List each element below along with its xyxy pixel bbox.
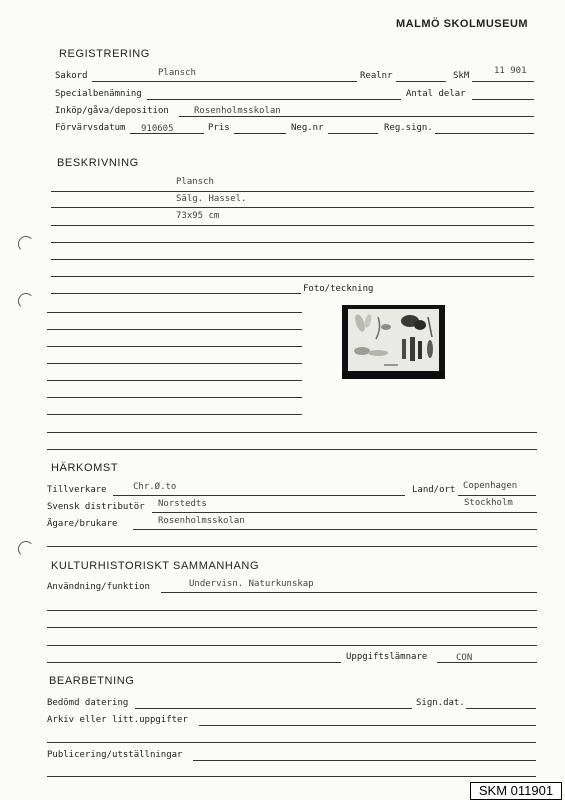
sakord-value: Plansch [158,68,196,78]
section-heading-kultur: KULTURHISTORISKT SAMMANHANG [51,560,260,572]
forvarvsdatum-label: Förvärvsdatum [55,123,126,133]
tillverkare-value: Chr.Ø.to [133,482,177,492]
foto-label: Foto/teckning [303,284,374,294]
agare-value: Rosenholmsskolan [158,516,245,526]
anvandning-label: Användning/funktion [47,582,150,592]
inkop-label: Inköp/gåva/deposition [55,106,169,116]
forvarvsdatum-value: 910605 [141,124,174,134]
uppgift-label: Uppgiftslämnare [346,652,428,662]
realnr-label: Realnr [360,71,393,81]
museum-name: MALMÖ SKOLMUSEUM [396,18,529,30]
skm-label: SkM [453,71,470,81]
section-heading-beskrivning: BESKRIVNING [57,157,139,169]
section-heading-harkomst: HÄRKOMST [51,462,119,474]
land-label: Land/ort [412,485,456,495]
beskrivning-line-1: Plansch [176,177,214,187]
agare-label: Ägare/brukare [47,519,118,529]
signdat-label: Sign.dat. [416,698,465,708]
distributor-value: Norstedts [158,499,207,509]
section-heading-bearbetning: BEARBETNING [49,675,135,687]
distributor-place: Stockholm [464,498,513,508]
inkop-value: Rosenholmsskolan [194,106,281,116]
punch-hole-icon [18,236,34,252]
datering-label: Bedömd datering [47,698,129,708]
regsign-label: Reg.sign. [384,123,433,133]
beskrivning-line-2: Sälg. Hassel. [176,194,247,204]
anvandning-value: Undervisn. Naturkunskap [189,579,314,589]
skm-value: 11 901 [494,66,527,76]
archive-number-stamp: SKM 011901 [470,782,562,800]
negnr-label: Neg.nr [291,123,324,133]
distributor-label: Svensk distributör [47,502,145,512]
sakord-label: Sakord [55,71,88,81]
beskrivning-line-3: 73x95 cm [176,211,220,221]
arkiv-label: Arkiv eller litt.uppgifter [47,715,188,725]
antal-delar-label: Antal delar [406,89,466,99]
punch-hole-icon [18,293,34,309]
land-value: Copenhagen [463,481,518,491]
publicering-label: Publicering/utställningar [47,750,183,760]
specialbenamning-label: Specialbenämning [55,89,142,99]
plansch-photo [342,305,445,379]
plant-specimen-illustration [348,309,439,371]
uppgift-value: CON [456,653,473,663]
section-heading-registrering: REGISTRERING [59,48,150,60]
punch-hole-icon [18,541,34,557]
tillverkare-label: Tillverkare [47,485,107,495]
pris-label: Pris [208,123,230,133]
